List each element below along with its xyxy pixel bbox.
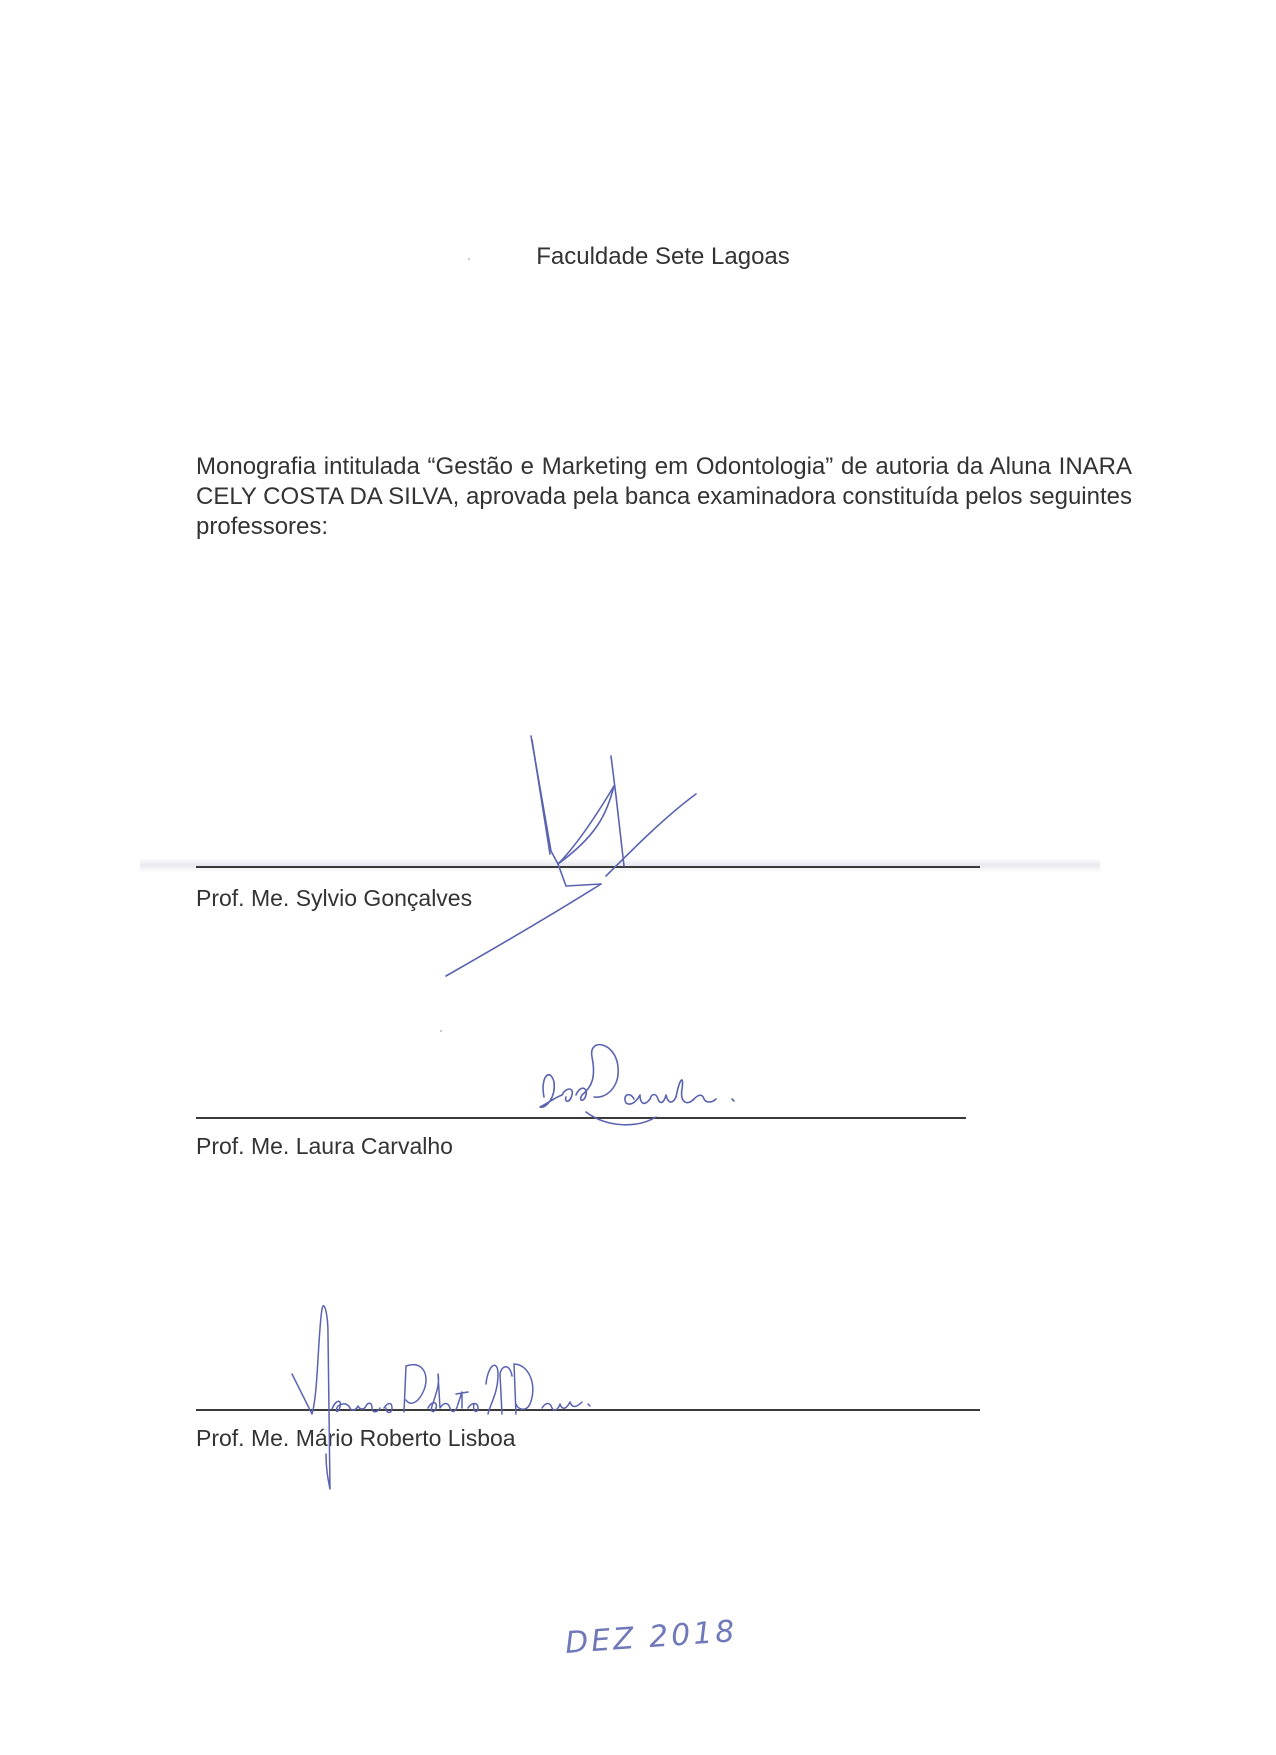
signature-laura-carvalho <box>536 1037 796 1157</box>
signatory-name: Prof. Me. Sylvio Gonçalves <box>196 885 473 911</box>
institution-name: Faculdade Sete Lagoas <box>536 243 790 270</box>
signature-line <box>196 1117 966 1119</box>
scan-artifact-band <box>140 858 1100 872</box>
approval-statement: Monografia intitulada “Gestão e Marketing em Odontologia” de autoria da Aluna INARA CELY COSTA DA SILVA, aprovada pela banca examinadora constituída pelos seguintes professores: <box>196 453 1132 540</box>
signature-sylvio-goncalves <box>446 736 766 976</box>
scan-speck <box>440 1030 442 1032</box>
signatory-name: Prof. Me. Laura Carvalho <box>196 1133 453 1159</box>
handwritten-date: DEZ 2018 <box>563 1614 739 1661</box>
signature-line <box>196 1409 980 1411</box>
signature-line <box>196 866 980 868</box>
signature-mario-roberto-lisboa <box>292 1304 612 1494</box>
signatory-name: Prof. Me. Mário Roberto Lisboa <box>196 1425 516 1451</box>
